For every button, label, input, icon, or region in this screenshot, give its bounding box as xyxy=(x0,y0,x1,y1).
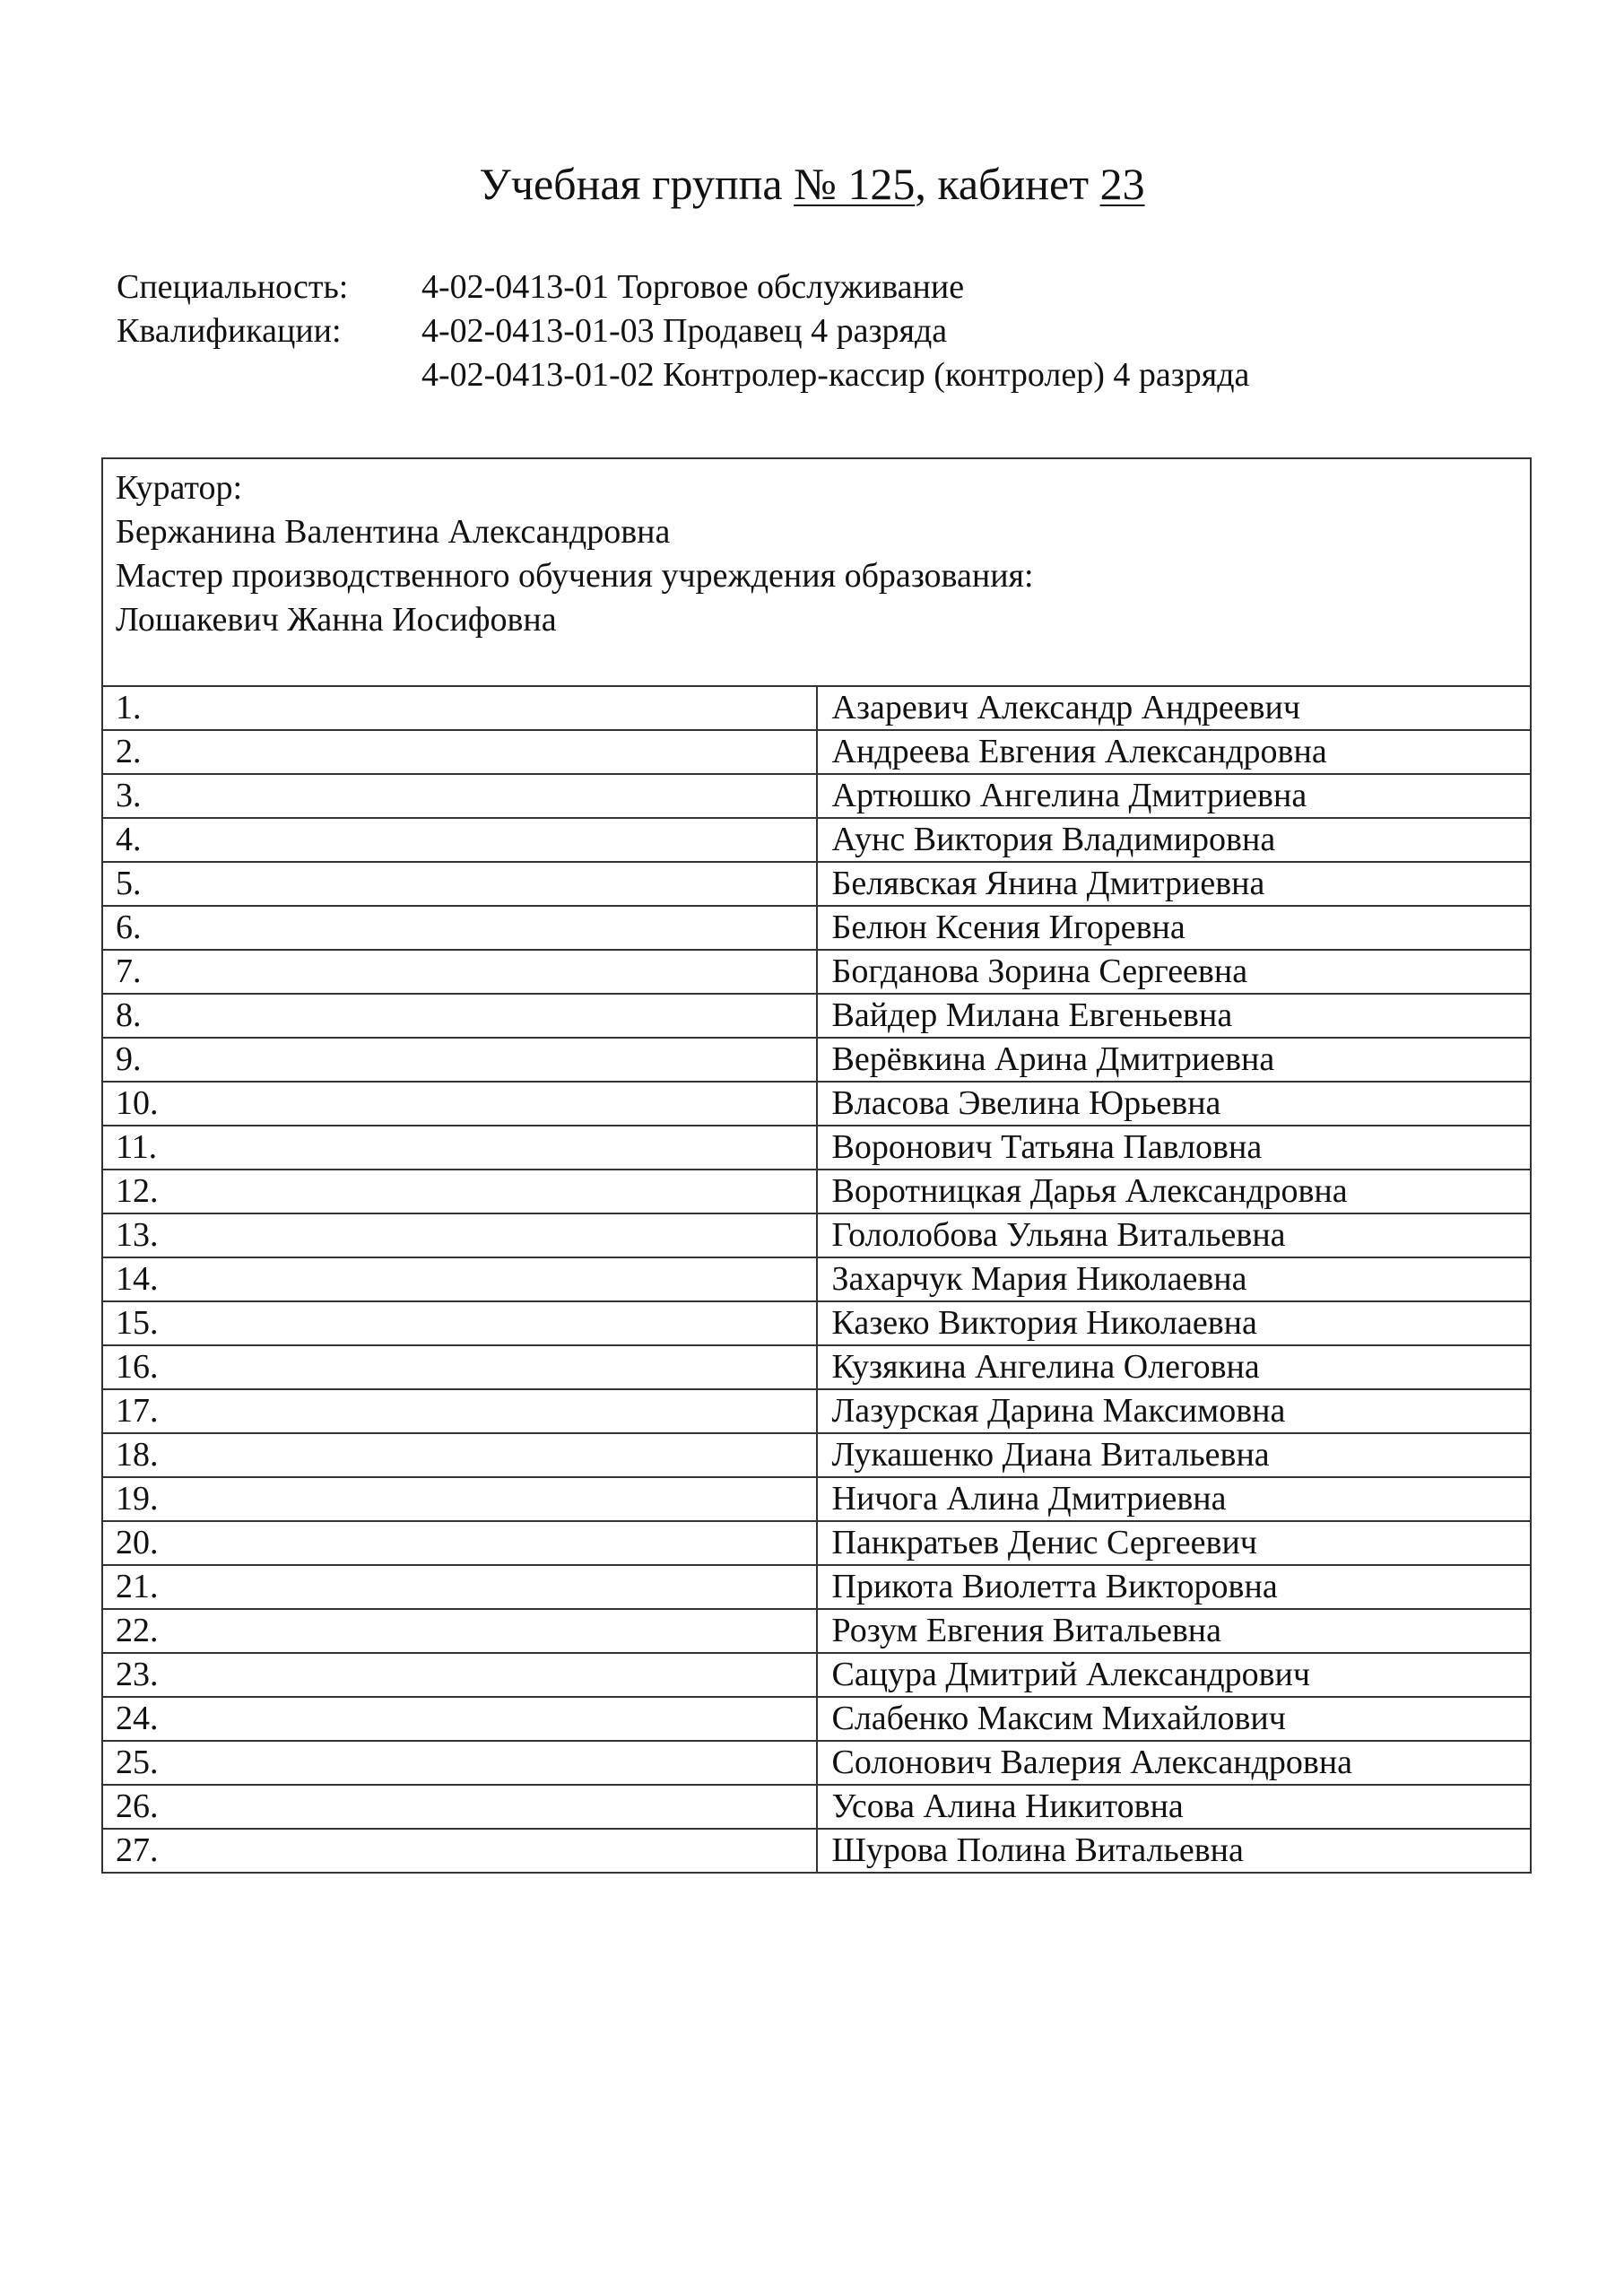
student-name: Ничога Алина Дмитриевна xyxy=(817,1477,1532,1521)
qualifications-label: Квалификации: xyxy=(117,312,342,350)
table-row xyxy=(102,906,1531,950)
student-number: 7. xyxy=(102,950,817,994)
student-name: Воротницкая Дарья Александровна xyxy=(817,1170,1532,1213)
table-row xyxy=(102,1653,1531,1697)
student-number: 6. xyxy=(102,906,817,950)
student-name: Верёвкина Арина Дмитриевна xyxy=(817,1038,1532,1082)
student-number: 22. xyxy=(102,1609,817,1653)
table-row xyxy=(102,1609,1531,1653)
student-number: 16. xyxy=(102,1345,817,1389)
student-name: Власова Эвелина Юрьевна xyxy=(817,1082,1532,1126)
student-number: 14. xyxy=(102,1257,817,1301)
student-name: Панкратьев Денис Сергеевич xyxy=(817,1521,1532,1565)
student-roster-table xyxy=(101,457,1532,1874)
table-row xyxy=(102,1126,1531,1170)
student-number: 24. xyxy=(102,1697,817,1741)
student-name: Белявская Янина Дмитриевна xyxy=(817,862,1532,906)
staff-row xyxy=(102,458,1531,686)
qualifications-label-spacer xyxy=(117,353,421,397)
student-number: 11. xyxy=(102,1126,817,1170)
student-number: 4. xyxy=(102,818,817,862)
master-name: Лошакевич Жанна Иосифовна xyxy=(116,601,557,639)
table-row xyxy=(102,730,1531,774)
title-prefix: Учебная группа xyxy=(479,159,795,209)
specialty-value: 4-02-0413-01 Торговое обслуживание xyxy=(421,268,965,306)
student-number: 25. xyxy=(102,1741,817,1785)
table-row xyxy=(102,1785,1531,1829)
student-number: 17. xyxy=(102,1389,817,1433)
student-number: 8. xyxy=(102,994,817,1038)
table-row xyxy=(102,1697,1531,1741)
student-number: 20. xyxy=(102,1521,817,1565)
student-number: 10. xyxy=(102,1082,817,1126)
student-name: Лазурская Дарина Максимовна xyxy=(817,1389,1532,1433)
table-row xyxy=(102,1301,1531,1345)
table-row xyxy=(102,1565,1531,1609)
student-name: Андреева Евгения Александровна xyxy=(817,730,1532,774)
student-name: Лукашенко Диана Витальевна xyxy=(817,1433,1532,1477)
student-name: Казеко Виктория Николаевна xyxy=(817,1301,1532,1345)
student-number: 13. xyxy=(102,1213,817,1257)
student-number: 18. xyxy=(102,1433,817,1477)
qualification-row xyxy=(117,309,1249,353)
table-row xyxy=(102,1170,1531,1213)
student-name: Захарчук Мария Николаевна xyxy=(817,1257,1532,1301)
student-name: Артюшко Ангелина Дмитриевна xyxy=(817,774,1532,818)
student-number: 27. xyxy=(102,1829,817,1873)
table-row xyxy=(102,1477,1531,1521)
student-name: Усова Алина Никитовна xyxy=(817,1785,1532,1829)
student-name: Сацура Дмитрий Александрович xyxy=(817,1653,1532,1697)
table-row xyxy=(102,950,1531,994)
table-row xyxy=(102,1829,1531,1873)
page-title xyxy=(0,154,1624,213)
table-row xyxy=(102,994,1531,1038)
student-number: 12. xyxy=(102,1170,817,1213)
student-number: 5. xyxy=(102,862,817,906)
specialty-label: Специальность: xyxy=(117,268,349,306)
qualification-value: 4-02-0413-01-02 Контролер-кассир (контролер) 4 разряда xyxy=(421,356,1250,394)
room-number: 23 xyxy=(1099,159,1145,209)
student-number: 19. xyxy=(102,1477,817,1521)
student-name: Солонович Валерия Александровна xyxy=(817,1741,1532,1785)
student-name: Розум Евгения Витальевна xyxy=(817,1609,1532,1653)
student-number: 3. xyxy=(102,774,817,818)
staff-cell xyxy=(102,458,1531,686)
group-number: № 125 xyxy=(794,159,916,209)
table-row xyxy=(102,1213,1531,1257)
student-number: 9. xyxy=(102,1038,817,1082)
student-name: Прикота Виолетта Викторовна xyxy=(817,1565,1532,1609)
student-name: Богданова Зорина Сергеевна xyxy=(817,950,1532,994)
qualification-value: 4-02-0413-01-03 Продавец 4 разряда xyxy=(421,312,948,350)
student-number: 15. xyxy=(102,1301,817,1345)
student-name: Белюн Ксения Игоревна xyxy=(817,906,1532,950)
qualification-row xyxy=(117,353,1249,397)
table-row xyxy=(102,1345,1531,1389)
table-row xyxy=(102,862,1531,906)
table-row xyxy=(102,686,1531,730)
table-row xyxy=(102,1257,1531,1301)
master-label: Мастер производственного обучения учреждения образования: xyxy=(116,557,1034,595)
student-name: Воронович Татьяна Павловна xyxy=(817,1126,1532,1170)
student-name: Вайдер Милана Евгеньевна xyxy=(817,994,1532,1038)
student-name: Аунс Виктория Владимировна xyxy=(817,818,1532,862)
table-row xyxy=(102,1433,1531,1477)
student-number: 1. xyxy=(102,686,817,730)
title-middle: , кабинет xyxy=(915,159,1100,209)
student-number: 23. xyxy=(102,1653,817,1697)
curator-name: Бержанина Валентина Александровна xyxy=(116,513,671,551)
roster-body xyxy=(102,458,1531,1873)
student-name: Шурова Полина Витальевна xyxy=(817,1829,1532,1873)
table-row xyxy=(102,1741,1531,1785)
table-row xyxy=(102,1082,1531,1126)
student-number: 2. xyxy=(102,730,817,774)
student-name: Кузякина Ангелина Олеговна xyxy=(817,1345,1532,1389)
table-row xyxy=(102,1038,1531,1082)
student-number: 26. xyxy=(102,1785,817,1829)
table-row xyxy=(102,1521,1531,1565)
program-info xyxy=(117,265,1249,397)
table-row xyxy=(102,774,1531,818)
student-name: Гололобова Ульяна Витальевна xyxy=(817,1213,1532,1257)
student-name: Азаревич Александр Андреевич xyxy=(817,686,1532,730)
student-number: 21. xyxy=(102,1565,817,1609)
student-name: Слабенко Максим Михайлович xyxy=(817,1697,1532,1741)
table-row xyxy=(102,1389,1531,1433)
specialty-row xyxy=(117,265,1249,309)
curator-label: Куратор: xyxy=(116,469,243,507)
table-row xyxy=(102,818,1531,862)
